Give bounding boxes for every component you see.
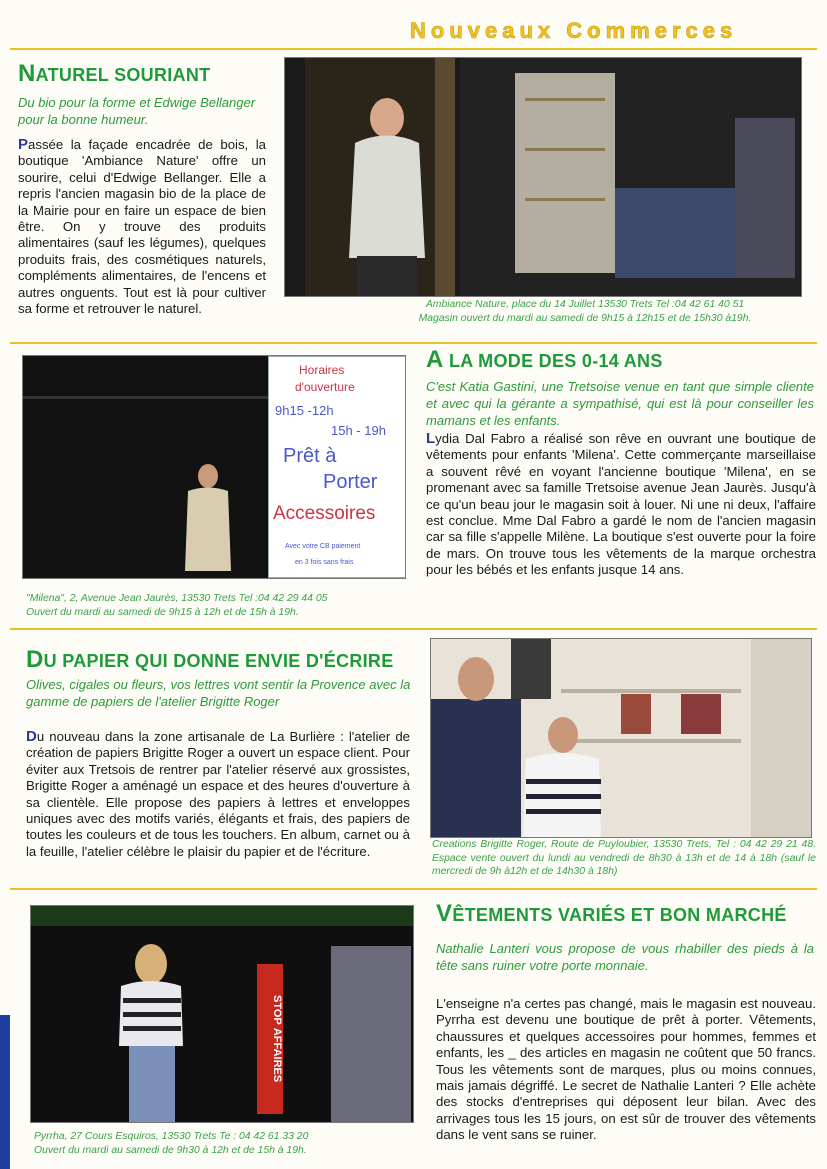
sign-line5: Prêt à (283, 445, 337, 467)
sign-line8: Avec votre CB paiement (285, 543, 361, 550)
article3-title-rest: U PAPIER QUI DONNE ENVIE D'ÉCRIRE (43, 651, 394, 671)
article1-body-text: assée la façade encadrée de bois, la boutique 'Ambiance Nature' offre un sourire, celui d'Edwige Bellanger. Elle a repris l'ancien magasin bio de la place de la Mairie pour en faire un espace de bien être. On y trouve des produits alimentaires (sauf les légumes), quelques produits frais, des cosmétiques naturels, compléments alimentaires, de l'encens et autres onguents. Tout est là pour cultiver sa forme et retrouver le naturel. (18, 137, 266, 317)
article4-caption (34, 1130, 414, 1157)
article3-caption: Creations Brigitte Roger, Route de Puyloubier, 13530 Trets, Tel : 04 42 29 21 48. Espace vente ouvert du lundi au vendredi de 8h30 à 13h et de 14 à 18h (sauf le mercredi de 9h à12h et de 14h30 à 18h) (432, 839, 816, 877)
sign-line3: 9h15 -12h (275, 403, 334, 418)
ambiance-nature-photo-art (285, 58, 801, 296)
article2-caption (26, 592, 406, 619)
milena-photo-art (23, 356, 268, 578)
article4-subtitle: Nathalie Lanteri vous propose de vous rhabiller des pieds à la tête sans ruiner votre porte monnaie. (436, 941, 814, 973)
article1-dropcap: P (18, 136, 29, 153)
article1-body (18, 137, 266, 317)
brigitte-roger-photo-art (431, 639, 811, 837)
banner-affaires-text: AFFAIRES (271, 1028, 283, 1083)
article4-caption-line2: Ouvert du mardi au samedi de 9h30 à 12h et de 15h à 19h. (34, 1144, 307, 1156)
article2-title-rest: LA MODE DES 0-14 ANS (443, 351, 663, 371)
article3-title-cap: D (26, 646, 44, 673)
pyrrha-photo (30, 905, 414, 1123)
article4-title-cap: V (436, 900, 453, 927)
article2-title (426, 346, 663, 374)
article3-rule (10, 888, 817, 890)
article2-subtitle: C'est Katia Gastini, une Tretsoise venue en tant que simple cliente et avec qui la gérante a sympathisé, qui est là pour conseiller les mamans et les enfants. (426, 379, 814, 428)
article1-title (18, 60, 210, 88)
sign-line7: Accessoires (273, 503, 376, 524)
article1-caption (360, 298, 810, 325)
sign-line1: Horaires (299, 363, 345, 377)
article3-body-text: u nouveau dans la zone artisanale de La Burlière : l'atelier de création de papiers Brigitte Roger a ouvert un espace client. Pour éviter aux Tretsois de rentrer par l'atelier réservé aux grossistes, Brigitte Roger a aménagé un espace et des heures d'ouverture à sa clientèle. Elle propose des papiers à lettres et enveloppes uniques avec des motifs variés, élégants et frais, des papiers de toutes les couleurs et de tous les touchers. En album, carnet ou à la feuille, l'atelier célèbre le plaisir du papier et de l'écriture. (26, 729, 410, 859)
pyrrha-photo-art (31, 906, 413, 1122)
article1-rule (10, 342, 817, 344)
article2-caption-line1: "Milena", 2, Avenue Jean Jaurès, 13530 Trets Tel :04 42 29 44 05 (26, 593, 328, 604)
sign-line4: 15h - 19h (331, 423, 386, 438)
page-edge-bar (0, 1015, 10, 1169)
article4-title (436, 900, 787, 928)
sign-line9: en 3 fois sans frais (295, 559, 354, 566)
article1-caption-line2: Magasin ouvert du mardi au samedi de 9h15 à 12h15 et de 15h30 à19h. (418, 312, 752, 324)
article2-caption-line2: Ouvert du mardi au samedi de 9h15 à 12h et de 15h à 19h. (26, 606, 299, 618)
article3-dropcap: D (26, 728, 37, 745)
page-header-title: Nouveaux Commerces (410, 18, 738, 43)
milena-photo (22, 355, 406, 579)
header-rule (10, 48, 817, 50)
article4-body: L'enseigne n'a certes pas changé, mais le magasin est nouveau. Pyrrha est devenu une boutique de prêt à porter. Vêtements, chaussures et quelques accessoires pour hommes, femmes et enfants, les _ des articles en magasin ne coûtent que 50 francs. Tous les vêtements sont de marques, plus ou moins connues, mais jamais dégriffé. Le secret de Nathalie Lanteri ? Elle achète des stocks d'entreprises qui déposent leur bilan. Avec des arrivages tous les 15 jours, on est sûr de trouver des vêtements dans le vent sans se ruiner. (436, 996, 816, 1143)
article1-title-cap: N (18, 60, 36, 87)
article3-title (26, 646, 394, 674)
sign-line6: Porter (323, 471, 378, 493)
ambiance-nature-photo (284, 57, 802, 297)
article4-caption-line1: Pyrrha, 27 Cours Esquiros, 13530 Trets Te : 04 42 61 33 20 (34, 1131, 309, 1142)
banner-stop-text: STOP (271, 995, 283, 1026)
article1-subtitle: Du bio pour la forme et Edwige Bellanger pour la bonne humeur. (18, 95, 256, 127)
milena-hours-sign (268, 356, 406, 578)
article3-body (26, 729, 410, 860)
pyrrha-banner (257, 964, 283, 1114)
article2-title-cap: A (426, 346, 444, 373)
article2-body-text: ydia Dal Fabro a réalisé son rêve en ouvrant une boutique de vêtements pour enfants 'Milena'. Cette commerçante marseillaise a souvent rêvé en voyant l'ancienne boutique 'Milena', en se promenant avec sa famille Tretsoise avenue Jean Jaurès. Jusqu'à ce qu'un beau jour le magasin soit à louer. Ni une ni deux, l'affaire est conclue. Mme Dal Fabro a gardé le nom de l'ancien magasin car sa fille s'appelle Milène. La boutique s'est ouverte pour la foire de mars. On trouve tous les vêtements de la marque orchestra pour les bébés et les enfants jusque 14 ans. (426, 431, 816, 578)
article3-subtitle: Olives, cigales ou fleurs, vos lettres vont sentir la Provence avec la gamme de papiers de l'atelier Brigitte Roger (26, 677, 411, 709)
article2-body (426, 431, 816, 579)
article2-dropcap: L (426, 430, 436, 447)
article1-caption-line1: Ambiance Nature, place du 14 Juillet 13530 Trets Tel :04 42 61 40 51 (425, 299, 745, 310)
sign-line2: d'ouverture (295, 380, 355, 394)
article2-rule (10, 628, 817, 630)
article4-title-rest: ÊTEMENTS VARIÉS ET BON MARCHÉ (452, 905, 787, 925)
brigitte-roger-photo (430, 638, 812, 838)
article1-title-rest: ATUREL SOURIANT (35, 65, 211, 85)
